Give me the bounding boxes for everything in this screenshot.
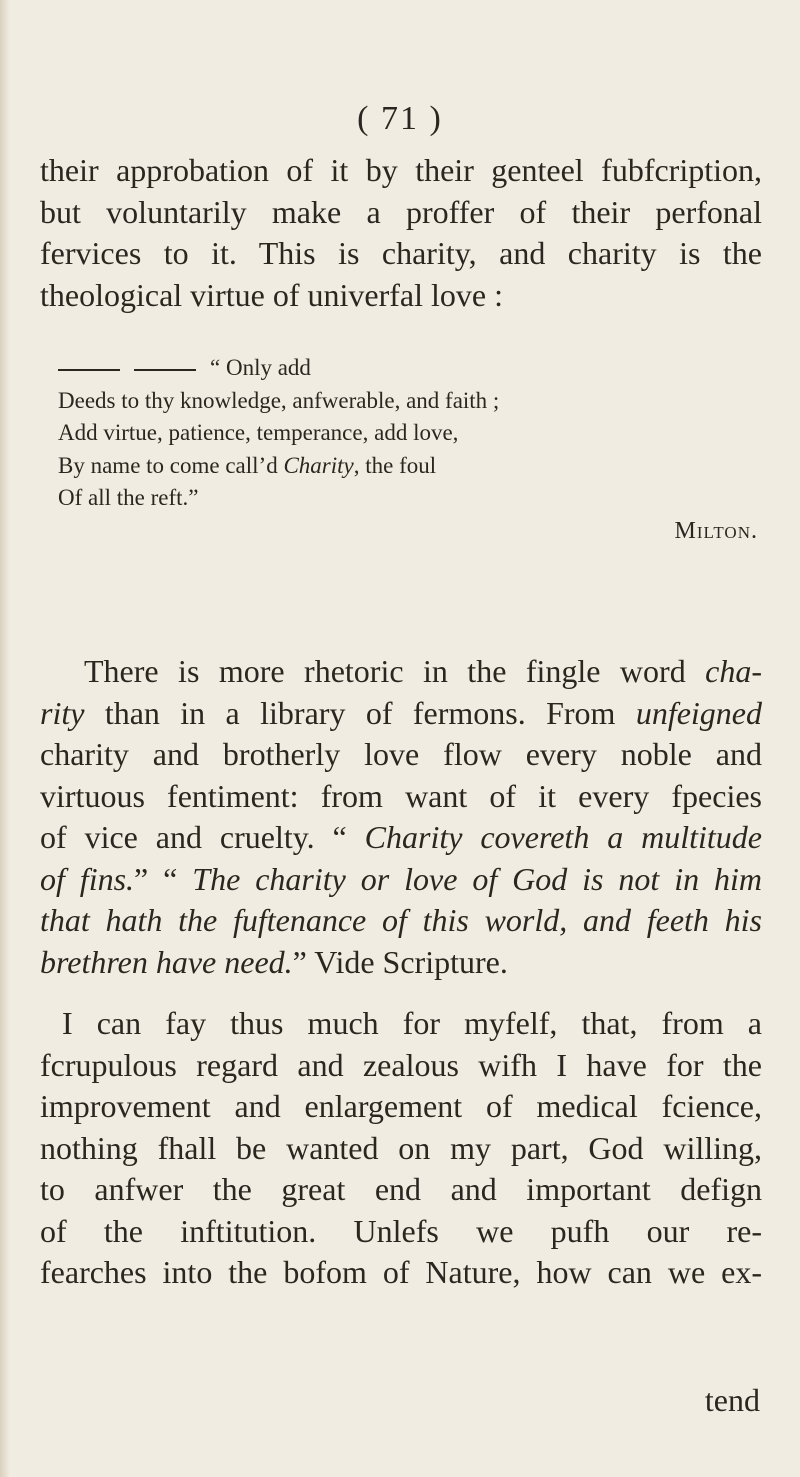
text-line	[40, 942, 762, 984]
italic-run: brethren have need.	[40, 943, 293, 980]
text-line: but voluntarily make a proffer of their perfonal	[40, 193, 762, 230]
verse-text: By name to come call’d	[58, 452, 284, 478]
verse-text: , the foul	[353, 452, 437, 478]
verse-opening	[58, 352, 758, 385]
text-line: fcrupulous regard and zealous wifh I have for the	[40, 1046, 762, 1083]
text-line: nothing fhall be wanted on my part, God willing,	[40, 1129, 762, 1166]
text-line: that hath the fuftenance of this world, and feeth his	[40, 902, 762, 938]
verse-line: Of all the reft.”	[58, 485, 199, 510]
text-line: their approbation of it by their genteel fubfcription,	[40, 152, 762, 188]
text-line	[40, 817, 762, 859]
verse-line: Deeds to thy knowledge, anfwerable, and faith ;	[58, 387, 500, 413]
verse-line: Add virtue, patience, temperance, add love,	[58, 420, 459, 445]
verse-charity-word: Charity	[283, 452, 354, 478]
text-line	[40, 859, 762, 901]
text-line: fervices to it. This is charity, and charity is the	[40, 235, 762, 271]
paragraph-3	[40, 1003, 762, 1294]
text-line: to anfwer the great end and important defign	[40, 1171, 762, 1207]
italic-run: of fins.	[40, 860, 135, 897]
text-line: charity and brotherly love flow every noble and	[40, 736, 762, 772]
italic-run: The charity or love of God is not in him	[192, 860, 763, 897]
text-line	[40, 693, 762, 735]
verse-line	[58, 450, 758, 483]
page-number: ( 71 )	[357, 100, 443, 137]
page-edge-shadow	[0, 0, 10, 1477]
verse-quotation	[58, 352, 758, 547]
italic-run: rity	[40, 694, 85, 731]
italic-run: Charity covereth a multitude	[364, 819, 762, 855]
rule-dash	[58, 369, 120, 371]
paragraph-1	[40, 150, 762, 316]
text-run: There is more rhetoric in the fingle word	[84, 653, 706, 689]
verse-attribution: Milton.	[674, 517, 758, 544]
text-run: than in a library of fermons. From	[84, 694, 636, 731]
text-run: ” “	[134, 860, 193, 897]
paragraph-2	[40, 651, 762, 983]
text-line: fearches into the bofom of Nature, how can we ex-	[40, 1254, 762, 1290]
text-line: of the inftitution. Unlefs we pufh our re-	[40, 1212, 762, 1249]
rule-dash	[134, 369, 196, 371]
text-run: of vice and cruelty. “	[40, 819, 365, 855]
verse-opening-text: “ Only add	[210, 355, 311, 380]
italic-run: cha-	[705, 653, 762, 689]
text-line: virtuous fentiment: from want of it every fpecies	[40, 777, 762, 814]
italic-run: unfeigned	[635, 694, 762, 731]
text-line	[40, 651, 762, 693]
catchword: tend	[704, 1382, 760, 1418]
text-line: I can fay thus much for myfelf, that, from a	[62, 1005, 762, 1041]
text-line: improvement and enlargement of medical fcience,	[40, 1088, 762, 1124]
text-run: ” Vide Scripture.	[292, 943, 508, 980]
text-line: theological virtue of univerfal love :	[40, 276, 503, 313]
